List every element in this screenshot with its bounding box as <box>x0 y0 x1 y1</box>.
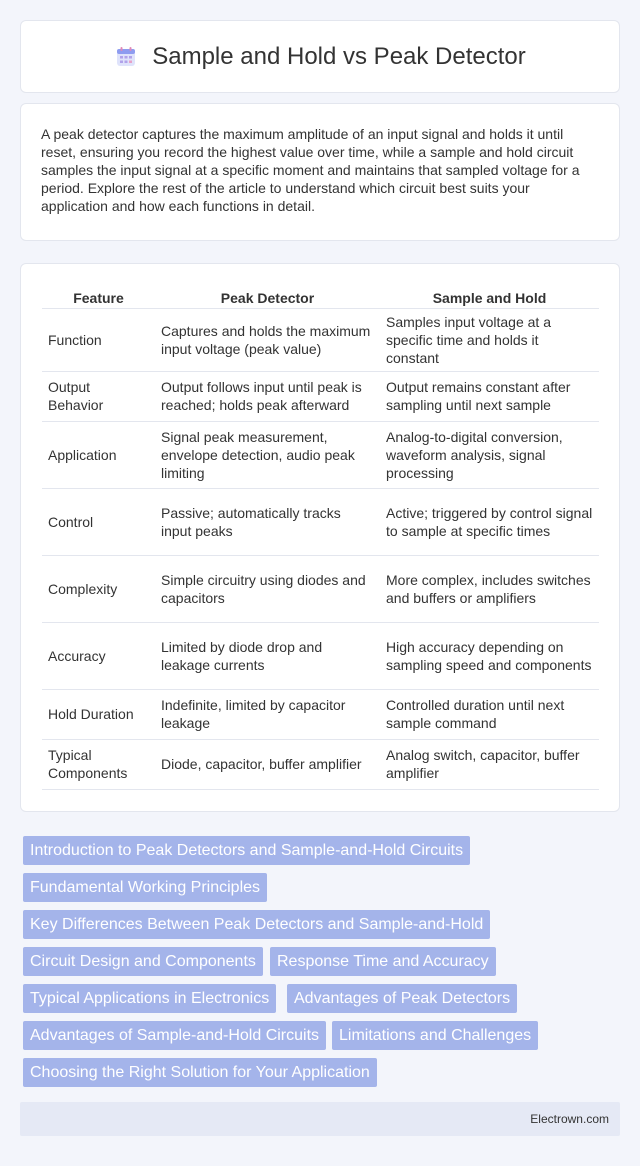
column-header: Peak Detector <box>155 284 380 308</box>
feature-cell: Application <box>42 421 155 488</box>
header-card <box>20 20 620 93</box>
sample-hold-cell: High accuracy depending on sampling speed and components <box>380 622 599 689</box>
page-title: Sample and Hold vs Peak Detector <box>152 42 526 70</box>
table-row <box>42 555 599 622</box>
topic-link[interactable]: Circuit Design and Components <box>23 947 263 976</box>
feature-cell: Output Behavior <box>42 371 155 421</box>
topic-link[interactable]: Advantages of Sample-and-Hold Circuits <box>23 1021 326 1050</box>
sample-hold-cell: Controlled duration until next sample command <box>380 689 599 739</box>
footer <box>20 1102 620 1136</box>
sample-hold-cell: Samples input voltage at a specific time and holds it constant <box>380 308 599 371</box>
intro-card <box>20 103 620 241</box>
sample-hold-cell: More complex, includes switches and buffers or amplifiers <box>380 555 599 622</box>
peak-detector-cell: Simple circuitry using diodes and capacitors <box>155 555 380 622</box>
peak-detector-cell: Passive; automatically tracks input peaks <box>155 488 380 555</box>
table-row <box>42 689 599 739</box>
column-header: Sample and Hold <box>380 284 599 308</box>
calendar-icon <box>114 45 138 69</box>
topic-link[interactable]: Response Time and Accuracy <box>270 947 496 976</box>
peak-detector-cell: Diode, capacitor, buffer amplifier <box>155 739 380 789</box>
column-header: Feature <box>42 284 155 308</box>
peak-detector-cell: Signal peak measurement, envelope detection, audio peak limiting <box>155 421 380 488</box>
topic-link[interactable]: Typical Applications in Electronics <box>23 984 276 1013</box>
topic-link[interactable]: Fundamental Working Principles <box>23 873 267 902</box>
topic-link[interactable]: Choosing the Right Solution for Your Application <box>23 1058 377 1087</box>
table-row <box>42 421 599 488</box>
intro-text: A peak detector captures the maximum amplitude of an input signal and holds it until reset, ensuring you record the highest value over time, while a sample and hold circuit samples the input signal at a specific moment and maintains that sampled voltage for a period. Explore the rest of the article to understand which circuit best suits your application and how each functions in detail. <box>41 126 580 214</box>
table-row <box>42 308 599 371</box>
topic-link[interactable]: Key Differences Between Peak Detectors and Sample-and-Hold <box>23 910 490 939</box>
feature-cell: Accuracy <box>42 622 155 689</box>
table-row <box>42 622 599 689</box>
peak-detector-cell: Output follows input until peak is reached; holds peak afterward <box>155 371 380 421</box>
feature-cell: Function <box>42 308 155 371</box>
sample-hold-cell: Analog switch, capacitor, buffer amplifier <box>380 739 599 789</box>
sample-hold-cell: Output remains constant after sampling until next sample <box>380 371 599 421</box>
feature-cell: Control <box>42 488 155 555</box>
feature-cell: Typical Components <box>42 739 155 789</box>
topic-link[interactable]: Limitations and Challenges <box>332 1021 538 1050</box>
footer-brand[interactable]: Electrown.com <box>530 1112 609 1126</box>
topic-link[interactable]: Introduction to Peak Detectors and Sample-and-Hold Circuits <box>23 836 470 865</box>
table-row <box>42 371 599 421</box>
topic-link[interactable]: Advantages of Peak Detectors <box>287 984 517 1013</box>
feature-cell: Complexity <box>42 555 155 622</box>
peak-detector-cell: Limited by diode drop and leakage currents <box>155 622 380 689</box>
table-row <box>42 488 599 555</box>
comparison-card <box>20 263 620 812</box>
feature-cell: Hold Duration <box>42 689 155 739</box>
sample-hold-cell: Active; triggered by control signal to sample at specific times <box>380 488 599 555</box>
table-row <box>42 739 599 789</box>
peak-detector-cell: Indefinite, limited by capacitor leakage <box>155 689 380 739</box>
table-header-row <box>42 284 599 308</box>
sample-hold-cell: Analog-to-digital conversion, waveform analysis, signal processing <box>380 421 599 488</box>
comparison-table <box>42 284 599 790</box>
peak-detector-cell: Captures and holds the maximum input voltage (peak value) <box>155 308 380 371</box>
